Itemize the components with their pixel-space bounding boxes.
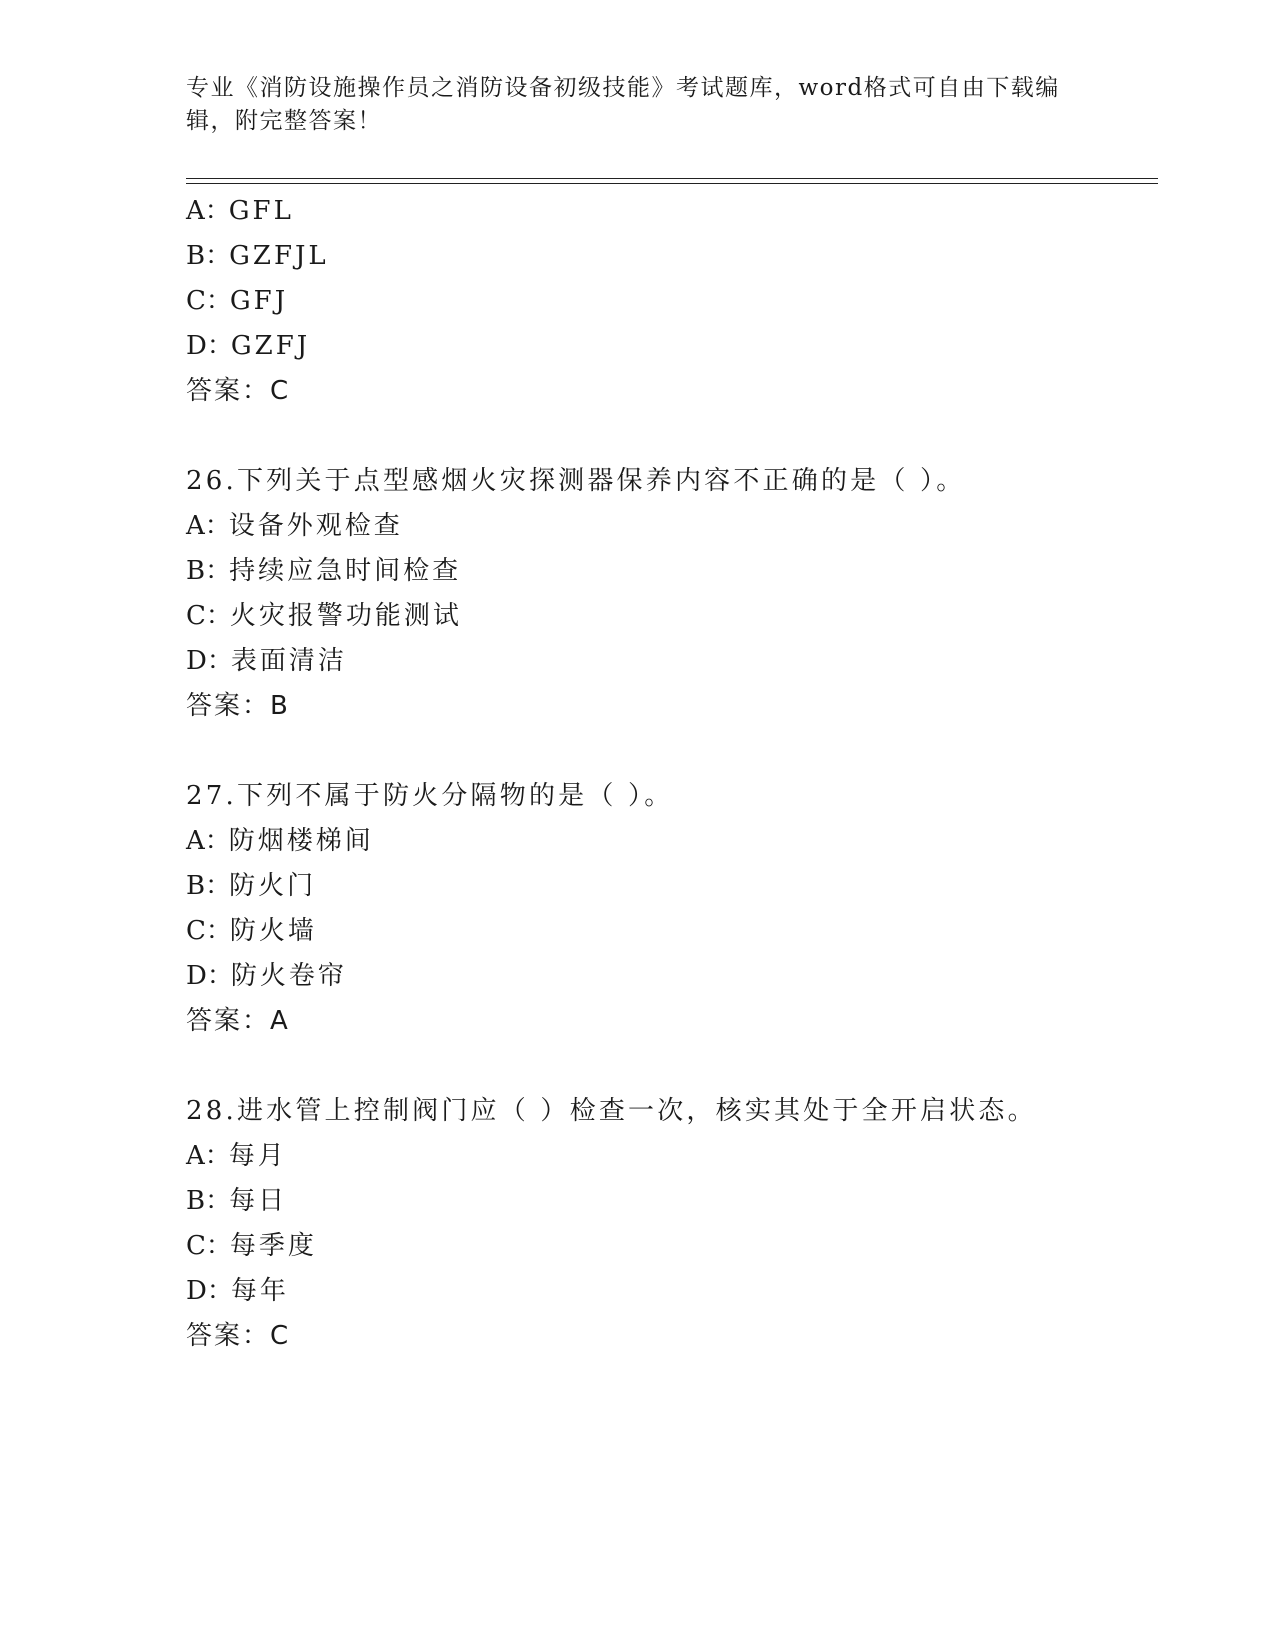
option-c: C：防火墙: [186, 916, 317, 946]
option-a: A：每月: [186, 1141, 287, 1171]
option-b: B：GZFJL: [186, 241, 329, 271]
option-text: GFL: [228, 196, 294, 226]
question-28-stem: 28.进水管上控制阀门应（ ）检查一次，核实其处于全开启状态。: [186, 1096, 1037, 1126]
header-line-1: 专业《消防设施操作员之消防设备初级技能》考试题库，word格式可自由下载编: [186, 75, 1060, 101]
option-text: GFJ: [229, 286, 289, 316]
option-text: 每月: [228, 1141, 287, 1171]
question-27-stem: 27.下列不属于防火分隔物的是（ ）。: [186, 781, 674, 811]
option-text: 每年: [230, 1276, 289, 1306]
document-header: [186, 72, 1086, 138]
option-d: D：防火卷帘: [186, 961, 347, 991]
answer-value: C: [270, 1321, 291, 1351]
option-b: B：持续应急时间检查: [186, 556, 462, 586]
option-d: D：每年: [186, 1276, 289, 1306]
header-divider-bottom: [186, 183, 1158, 184]
option-text: 防火墙: [229, 916, 317, 946]
option-text: 持续应急时间检查: [229, 556, 462, 586]
answer-label: 答案：: [186, 1321, 271, 1351]
answer-line: [186, 1005, 290, 1037]
option-a: A：防烟楼梯间: [186, 826, 374, 856]
option-text: 防火门: [229, 871, 317, 901]
option-text: GZFJL: [229, 241, 329, 271]
answer-value: C: [270, 376, 291, 406]
option-a: A：设备外观检查: [186, 511, 403, 541]
option-text: 每季度: [229, 1231, 317, 1261]
option-text: 防烟楼梯间: [228, 826, 374, 856]
option-text: 每日: [229, 1186, 288, 1216]
option-text: 设备外观检查: [228, 511, 403, 541]
answer-line: [186, 690, 290, 722]
answer-line: [186, 375, 290, 407]
answer-label: 答案：: [186, 1006, 271, 1036]
answer-value: B: [270, 691, 290, 721]
option-text: 防火卷帘: [230, 961, 347, 991]
question-26-stem: 26.下列关于点型感烟火灾探测器保养内容不正确的是（ ）。: [186, 466, 966, 496]
header-divider-top: [186, 178, 1158, 179]
option-c: C：每季度: [186, 1231, 317, 1261]
option-a: A：GFL: [186, 196, 294, 226]
header-line-2: 辑，附完整答案！: [186, 108, 382, 134]
option-d: D：表面清洁: [186, 646, 347, 676]
option-c: C：火灾报警功能测试: [186, 601, 462, 631]
option-b: B：每日: [186, 1186, 288, 1216]
answer-label: 答案：: [186, 376, 271, 406]
option-text: 火灾报警功能测试: [229, 601, 462, 631]
option-text: GZFJ: [230, 331, 311, 361]
option-b: B：防火门: [186, 871, 317, 901]
answer-line: [186, 1320, 290, 1352]
option-text: 表面清洁: [230, 646, 347, 676]
answer-label: 答案：: [186, 691, 271, 721]
answer-value: A: [270, 1006, 290, 1036]
option-c: C：GFJ: [186, 286, 289, 316]
option-d: D：GZFJ: [186, 331, 311, 361]
